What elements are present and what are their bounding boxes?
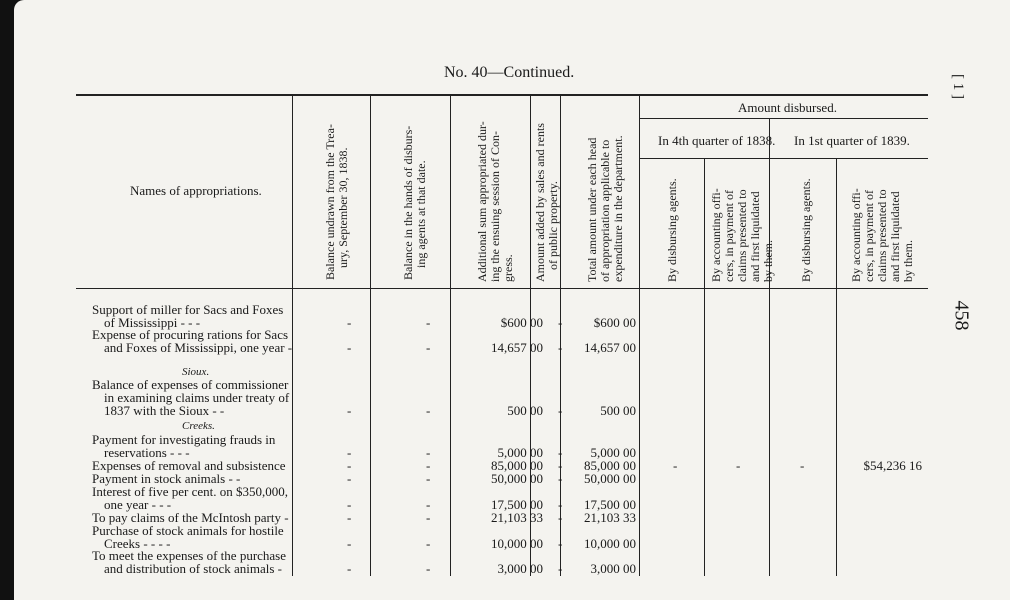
row-description: one year - - - bbox=[104, 497, 172, 512]
column-rule bbox=[292, 96, 293, 576]
cell-additional: 5,000 00 bbox=[497, 445, 543, 460]
cell-additional: $600 00 bbox=[500, 315, 543, 330]
document-page bbox=[14, 0, 1010, 600]
quarter-rule bbox=[639, 158, 928, 159]
cell-added-sales: - bbox=[558, 458, 563, 473]
row-description: Purchase of stock animals for hostile bbox=[92, 523, 284, 538]
row-description: in examining claims under treaty of bbox=[104, 390, 290, 405]
cell-balance-undrawn: - bbox=[347, 403, 352, 418]
cell-added-sales: - bbox=[558, 561, 563, 576]
cell-q1-disbursing: - bbox=[800, 458, 805, 473]
column-rule bbox=[704, 158, 705, 576]
cell-balance-agents: - bbox=[426, 561, 431, 576]
additional-sum-header: Additional sum appropriated dur- ing the ensuing session of Con- gress. bbox=[475, 121, 515, 282]
cell-balance-undrawn: - bbox=[347, 497, 352, 512]
q4-disbursing-agents-header: By disbursing agents. bbox=[665, 178, 679, 282]
cell-balance-agents: - bbox=[426, 471, 431, 486]
column-rule bbox=[639, 96, 640, 576]
column-rule bbox=[769, 118, 770, 576]
amount-disbursed-rule bbox=[639, 118, 928, 119]
row-description: To meet the expenses of the purchase bbox=[92, 548, 287, 563]
cell-total: 3,000 00 bbox=[590, 561, 636, 576]
balance-undrawn-header: Balance undrawn from the Trea- ury, September 30, 1838. bbox=[323, 124, 350, 280]
row-description: To pay claims of the McIntosh party - bbox=[92, 510, 289, 525]
cell-additional: 500 00 bbox=[507, 403, 543, 418]
cell-total: 14,657 00 bbox=[584, 340, 636, 355]
cell-balance-undrawn: - bbox=[347, 510, 352, 525]
column-rule bbox=[836, 158, 837, 576]
page-title: No. 40—Continued. bbox=[444, 64, 575, 81]
section-heading-sioux: Sioux. bbox=[182, 366, 210, 378]
row-description: Payment for investigating frauds in bbox=[92, 432, 276, 447]
header-top-rule bbox=[76, 94, 928, 96]
cell-total: 85,000 00 bbox=[584, 458, 636, 473]
row-description: Expense of procuring rations for Sacs bbox=[92, 327, 289, 342]
amount-disbursed-header: Amount disbursed. bbox=[738, 100, 837, 115]
cell-balance-undrawn: - bbox=[347, 445, 352, 460]
row-description: Interest of five per cent. on $350,000, bbox=[92, 484, 289, 499]
cell-balance-agents: - bbox=[426, 445, 431, 460]
cell-balance-agents: - bbox=[426, 536, 431, 551]
cell-added-sales: - bbox=[558, 403, 563, 418]
cell-added-sales: - bbox=[558, 340, 563, 355]
cell-additional: 85,000 00 bbox=[491, 458, 543, 473]
row-description: of Mississippi - - - bbox=[104, 315, 201, 330]
balance-agents-header: Balance in the hands of disburs- ing agents at that date. bbox=[401, 125, 428, 280]
cell-total: 5,000 00 bbox=[590, 445, 636, 460]
cell-balance-agents: - bbox=[426, 510, 431, 525]
cell-balance-agents: - bbox=[426, 403, 431, 418]
cell-balance-undrawn: - bbox=[347, 561, 352, 576]
cell-additional: 14,657 00 bbox=[491, 340, 543, 355]
cell-total: 21,103 33 bbox=[584, 510, 636, 525]
cell-added-sales: - bbox=[558, 471, 563, 486]
cell-additional: 17,500 00 bbox=[491, 497, 543, 512]
cell-balance-undrawn: - bbox=[347, 471, 352, 486]
row-description: Support of miller for Sacs and Foxes bbox=[92, 302, 284, 317]
row-description: Expenses of removal and subsistence bbox=[92, 458, 286, 473]
total-amount-header: Total amount under each head of appropriation applicable to expenditure in the department. bbox=[585, 135, 625, 282]
cell-added-sales: - bbox=[558, 536, 563, 551]
cell-balance-agents: - bbox=[426, 340, 431, 355]
cell-total: 10,000 00 bbox=[584, 536, 636, 551]
cell-total: 500 00 bbox=[600, 403, 636, 418]
cell-total: $600 00 bbox=[593, 315, 636, 330]
row-description: reservations - - - bbox=[104, 445, 190, 460]
cell-balance-agents: - bbox=[426, 458, 431, 473]
cell-additional: 10,000 00 bbox=[491, 536, 543, 551]
cell-balance-undrawn: - bbox=[347, 536, 352, 551]
cell-additional: 3,000 00 bbox=[497, 561, 543, 576]
cell-q4-accounting: - bbox=[736, 458, 741, 473]
cell-total: 50,000 00 bbox=[584, 471, 636, 486]
cell-q1-accounting: $54,236 16 bbox=[863, 458, 922, 473]
row-description: Creeks - - - - bbox=[104, 536, 171, 551]
row-description: 1837 with the Sioux - - bbox=[104, 403, 225, 418]
column-rule bbox=[370, 96, 371, 576]
row-description: and Foxes of Mississippi, one year - bbox=[104, 340, 293, 355]
cell-added-sales: - bbox=[558, 315, 563, 330]
cell-added-sales: - bbox=[558, 445, 563, 460]
cell-added-sales: - bbox=[558, 497, 563, 512]
row-description: Payment in stock animals - - bbox=[92, 471, 241, 486]
page-reference: [ 1 ] bbox=[950, 74, 966, 99]
row-description: and distribution of stock animals - bbox=[104, 561, 283, 576]
header-bottom-rule bbox=[76, 288, 928, 289]
row-description: Balance of expenses of commissioner bbox=[92, 377, 289, 392]
cell-balance-undrawn: - bbox=[347, 315, 352, 330]
cell-additional: 21,103 33 bbox=[491, 510, 543, 525]
q4-accounting-officers-header: By accounting offi- cers, in payment of claims presented to and first liquidated by them. bbox=[709, 188, 775, 282]
quarter-1-1839-header: In 1st quarter of 1839. bbox=[794, 133, 910, 148]
q1-accounting-officers-header: By accounting offi- cers, in payment of claims presented to and first liquidated by them. bbox=[849, 188, 915, 282]
section-heading-creeks: Creeks. bbox=[182, 420, 215, 432]
cell-balance-agents: - bbox=[426, 497, 431, 512]
folio-number: 458 bbox=[950, 300, 973, 331]
cell-q4-disbursing: - bbox=[673, 458, 678, 473]
cell-balance-undrawn: - bbox=[347, 340, 352, 355]
cell-balance-undrawn: - bbox=[347, 458, 352, 473]
quarter-4-1838-header: In 4th quarter of 1838. bbox=[658, 133, 776, 148]
cell-added-sales: - bbox=[558, 510, 563, 525]
names-column-header: Names of appropriations. bbox=[130, 183, 262, 198]
q1-disbursing-agents-header: By disbursing agents. bbox=[799, 178, 813, 282]
cell-total: 17,500 00 bbox=[584, 497, 636, 512]
cell-balance-agents: - bbox=[426, 315, 431, 330]
cell-additional: 50,000 00 bbox=[491, 471, 543, 486]
added-sales-header: Amount added by sales and rents of public property. bbox=[533, 123, 560, 282]
column-rule bbox=[450, 96, 451, 576]
